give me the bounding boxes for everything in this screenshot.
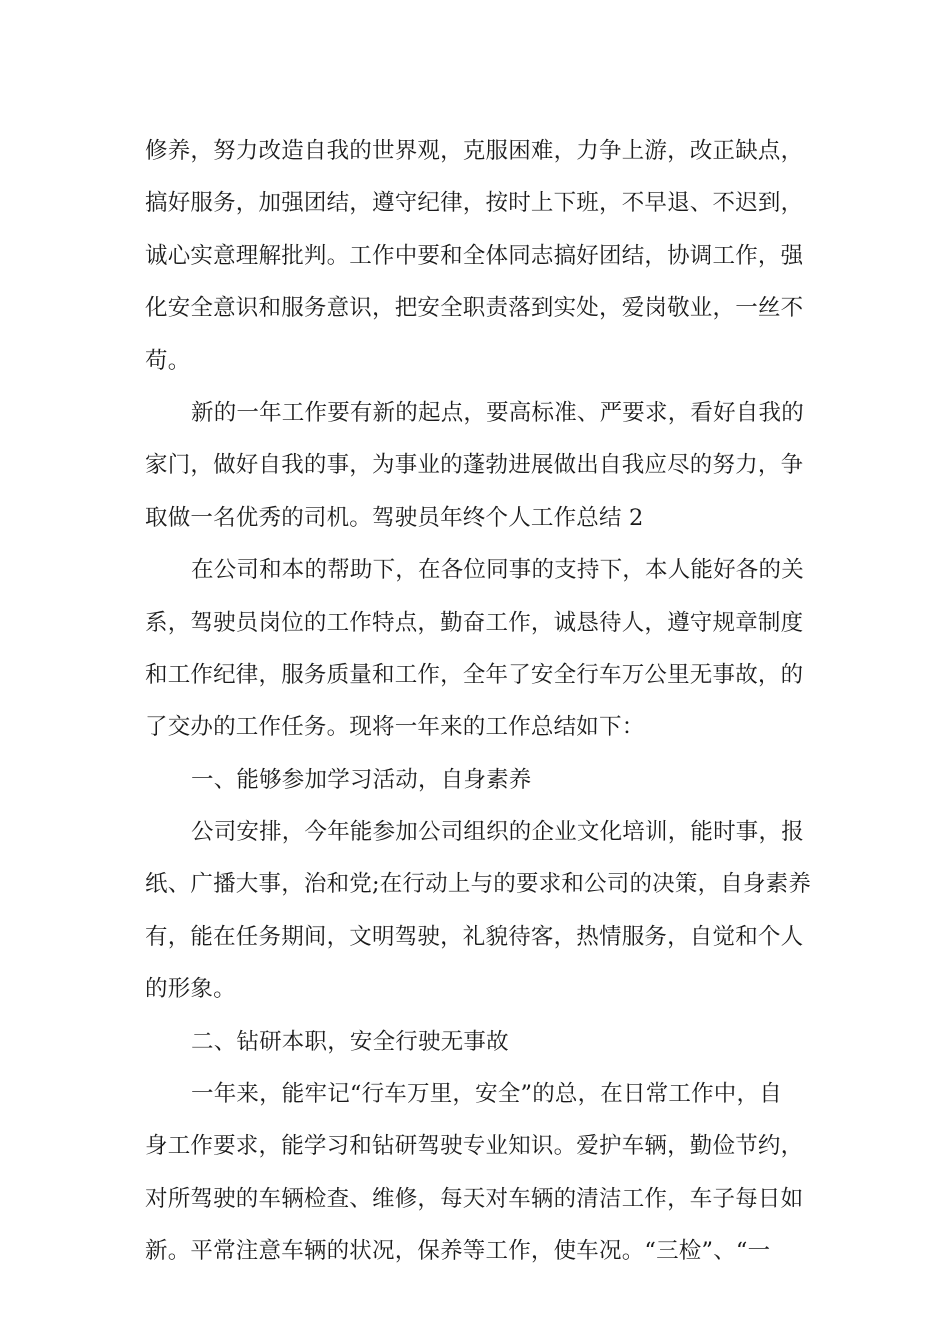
paragraph-line: 一年来，能牢记“行车万里，安全”的总，在日常工作中，自 <box>191 1081 782 1108</box>
section-heading: 二、钻研本职，安全行驶无事故 <box>191 1028 509 1055</box>
document-body <box>145 125 812 1278</box>
paragraph-line: 修养，努力改造自我的世界观，克服困难，力争上游，改正缺点， <box>145 138 804 164</box>
paragraph-line: 和工作纪律，服务质量和工作，全年了安全行车万公里无事故，的 <box>145 661 804 688</box>
paragraph-line: 的形象。 <box>145 976 236 1003</box>
paragraph-line: 身工作要求，能学习和钻研驾驶专业知识。爱护车辆，勤俭节约， <box>145 1133 804 1160</box>
paragraph-line: 诚心实意理解批判。工作中要和全体同志搞好团结，协调工作，强 <box>145 242 804 269</box>
paragraph-line: 化安全意识和服务意识，把安全职责落到实处，爱岗敬业，一丝不 <box>145 295 804 322</box>
paragraph-line: 取做一名优秀的司机。驾驶员年终个人工作总结 2 <box>145 504 644 531</box>
paragraph-line: 新的一年工作要有新的起点，要高标准、严要求，看好自我的 <box>191 399 804 426</box>
paragraph-line: 搞好服务，加强团结，遵守纪律，按时上下班，不早退、不迟到， <box>145 190 804 217</box>
section-heading: 一、能够参加学习活动，自身素养 <box>191 766 532 793</box>
paragraph-line: 苟。 <box>145 347 191 374</box>
paragraph-line: 纸、广播大事，治和党;在行动上与的要求和公司的决策，自身素养 <box>145 871 812 898</box>
paragraph-line: 公司安排，今年能参加公司组织的企业文化培训，能时事，报 <box>191 819 804 846</box>
paragraph-line: 了交办的工作任务。现将一年来的工作总结如下： <box>145 714 645 741</box>
paragraph-line: 家门，做好自我的事，为事业的蓬勃进展做出自我应尽的努力，争 <box>145 452 804 479</box>
paragraph-line: 系，驾驶员岗位的工作特点，勤奋工作，诚恳待人，遵守规章制度 <box>145 609 804 636</box>
paragraph-line: 新。平常注意车辆的状况，保养等工作，使车况。“三检”、“一 <box>145 1238 771 1265</box>
paragraph-line: 在公司和本的帮助下，在各位同事的支持下，本人能好各的关 <box>191 557 804 584</box>
paragraph-line: 对所驾驶的车辆检查、维修，每天对车辆的清洁工作，车子每日如 <box>145 1185 804 1212</box>
paragraph-line: 有，能在任务期间，文明驾驶，礼貌待客，热情服务，自觉和个人 <box>145 923 804 950</box>
